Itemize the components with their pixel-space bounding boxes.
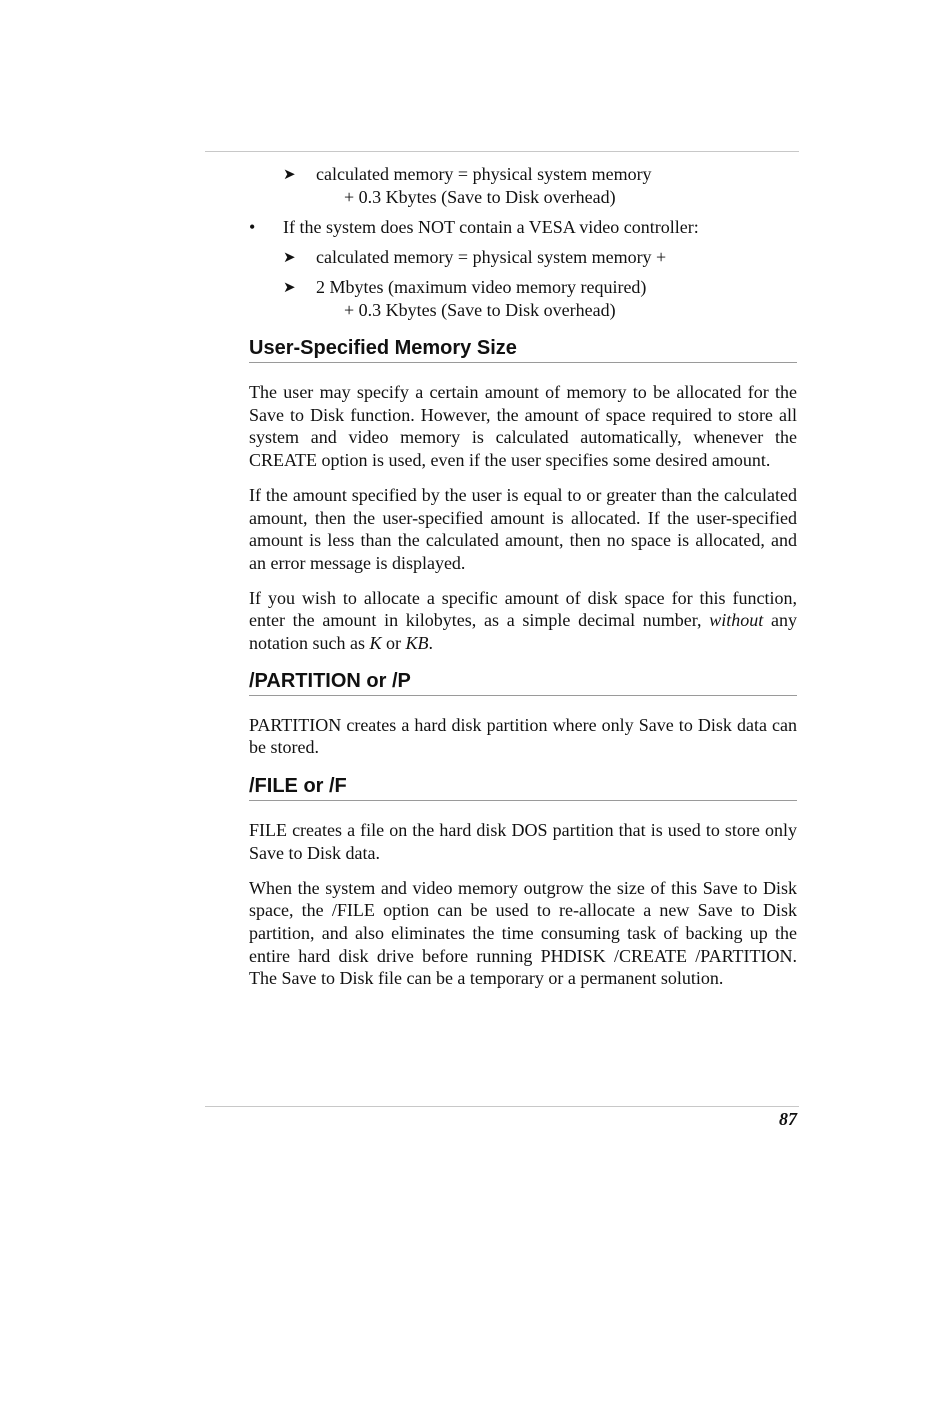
list-item: [249, 276, 797, 299]
list-item-text: calculated memory = physical system memory: [316, 164, 652, 184]
arrow-bullet-icon: ➤: [283, 165, 296, 183]
paragraph: When the system and video memory outgrow the size of this Save to Disk space, the /FILE option can be used to re-allocate a new Save to Disk partition, and also eliminates the time consuming task of backing up the entire hard disk drive before running PHDISK /CREATE /PARTITION. The Save to Disk file can be a temporary or a permanent solution.: [249, 877, 797, 989]
emphasis-text: without: [709, 610, 764, 631]
bullet-icon: •: [249, 217, 256, 237]
arrow-bullet-icon: ➤: [283, 248, 296, 266]
arrow-bullet-icon: ➤: [283, 278, 296, 296]
paragraph-text: .: [428, 633, 434, 654]
paragraph: The user may specify a certain amount of memory to be allocated for the Save to Disk function. However, the amount of space required to store all system and video memory is calculated automatically, whenever the CREATE option is used, even if the user specifies some desired amount.: [249, 382, 797, 471]
paragraph: If the amount specified by the user is equal to or greater than the calculated amount, then the user-specified amount is allocated. If the user-specified amount is less than the calculated amount, then no space is allocated, and an error message is displayed.: [249, 484, 797, 573]
list-item-text: 2 Mbytes (maximum video memory required): [316, 277, 647, 297]
emphasis-text: KB: [405, 633, 429, 654]
paragraph: [249, 587, 797, 655]
paragraph: FILE creates a file on the hard disk DOS partition that is used to store only Save to Disk data.: [249, 820, 797, 863]
list-item-continuation: + 0.3 Kbytes (Save to Disk overhead): [344, 300, 616, 320]
bullet-item: [249, 216, 797, 239]
list-item: [249, 163, 797, 186]
paragraph: PARTITION creates a hard disk partition where only Save to Disk data can be stored.: [249, 714, 797, 758]
footer-rule: [205, 1106, 799, 1107]
header-rule: [205, 151, 799, 152]
section-heading-file: /FILE or /F: [249, 774, 797, 801]
page-number: 87: [779, 1109, 797, 1129]
list-item-continuation: + 0.3 Kbytes (Save to Disk overhead): [344, 187, 616, 207]
emphasis-text: K: [369, 633, 382, 654]
paragraph-text: or: [381, 633, 406, 654]
list-item-text: calculated memory = physical system memory +: [316, 247, 667, 267]
section-heading-partition: /PARTITION or /P: [249, 669, 797, 696]
paragraph-text: If you wish to allocate a specific amount of disk space for this function, enter the amount in kilobytes, as a simple decimal number,: [249, 587, 797, 631]
paragraph-text: any notation such as: [249, 610, 797, 654]
section-heading-user-specified: User-Specified Memory Size: [249, 336, 797, 363]
page-content: [249, 160, 797, 990]
list-item: [249, 246, 797, 269]
bullet-item-text: If the system does NOT contain a VESA video controller:: [283, 217, 699, 237]
